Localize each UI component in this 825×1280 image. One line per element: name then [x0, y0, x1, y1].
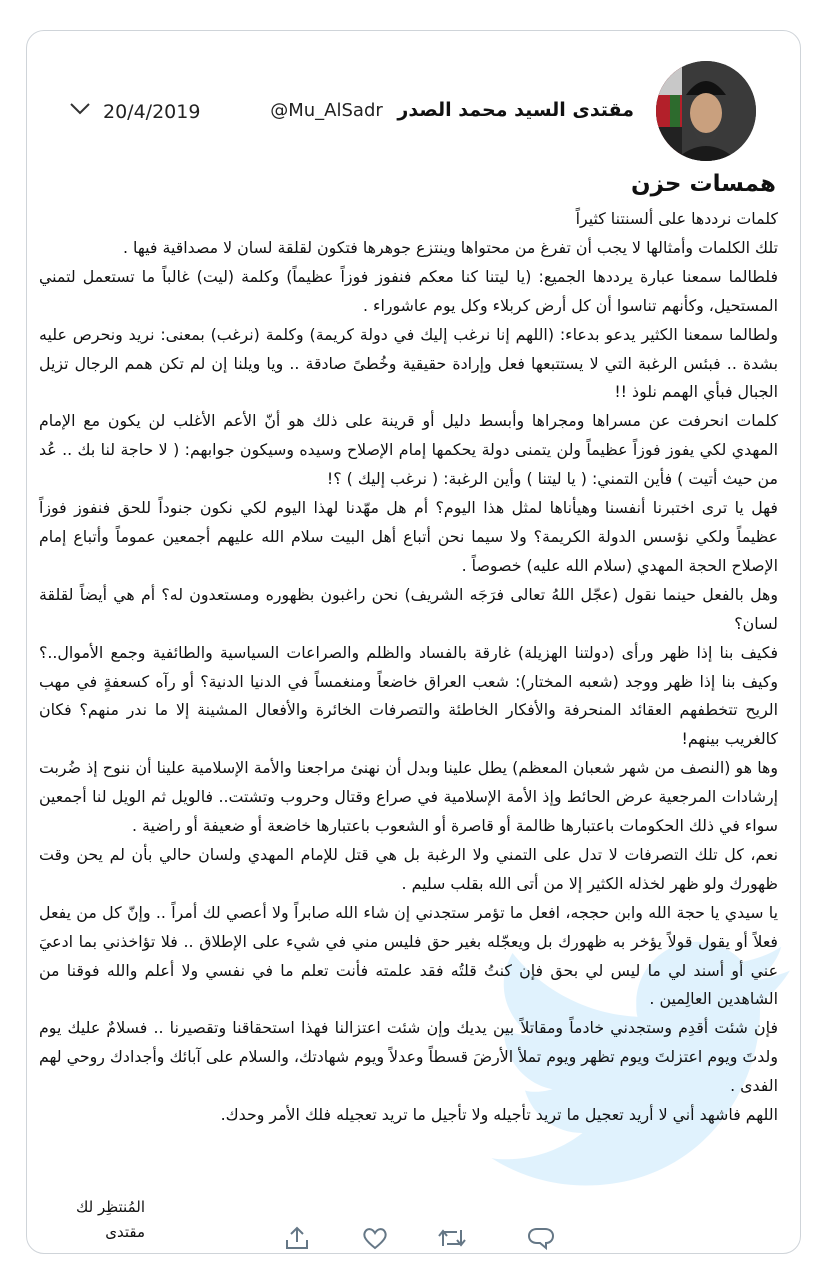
post-title: همسات حزن — [630, 171, 776, 197]
chevron-down-icon[interactable] — [69, 101, 91, 117]
post-paragraph: فإن شئت أقدِم وستجدني خادماً ومقاتلاً بين يديك وإن شئت اعتزالنا فهذا استحقاقنا وتقصيرنا .. فسلامٌ عليك يوم ولدتَ ويوم اعتزلتَ ويوم تظهر ويوم تملأ الأرضَ قسطاً وعدلاً ويوم شهادتك، والسلام على آبائك وأجدادك روحي لهم الفدى . — [39, 1018, 778, 1096]
post-paragraph: وهل بالفعل حينما نقول (عجّل اللهُ تعالى فرَجَه الشريف) نحن راغبون بظهوره ومستعدون له؟ أم هي أيضاً لقلقة لسان؟ — [39, 584, 778, 633]
heart-icon[interactable] — [361, 1224, 389, 1252]
post-paragraph: اللهم فاشهد أني لا أريد تعجيل ما تريد تأجيله ولا تأجيل ما تريد تعجيله فلك الأمر وحدك. — [220, 1105, 778, 1125]
post-paragraph: تلك الكلمات وأمثالها لا يجب أن تفرغ من محتواها وينتزع جوهرها فتكون لقلقة لسان لا مصداقية فيها . — [123, 237, 778, 257]
action-bar — [283, 1224, 553, 1254]
avatar[interactable] — [656, 61, 756, 161]
tweet-card — [26, 30, 801, 1254]
post-paragraph: فلطالما سمعنا عبارة يرددها الجميع: (يا ليتنا كنا معكم فنفوز فوزاً عظيماً) وكلمة (ليت) غالباً ما تستعمل لتمني المستحيل، وكأنهم تناسوا أن كل أرض كربلاء وكل يوم عاشوراء . — [39, 266, 778, 315]
signature — [55, 1195, 145, 1245]
post-paragraph: كلمات نرددها على ألسنتنا كثيراً — [575, 209, 778, 228]
post-body — [39, 205, 778, 1130]
reply-icon[interactable] — [527, 1224, 555, 1252]
retweet-icon[interactable] — [435, 1224, 469, 1252]
post-paragraph: وها هو (النصف من شهر شعبان المعظم) يطل علينا وبدل أن نهنئ مراجعنا والأمة الإسلامية علينا أن ننوح إذ ضُربت إرشادات المرجعية عرض الحائط وإذ الأمة الإسلامية في صراع وقتال وحروب وتشتت.. فالويل ثم الويل لنا أجمعين سواء في ذلك الحكومات باعتبارها ظالمة أو قاصرة أو الشعوب باعتبارها خاضعة أو ضعيفة أو راضية . — [39, 758, 778, 836]
post-paragraph: فكيف بنا إذا ظهر ورأى (دولتنا الهزيلة) غارقة بالفساد والظلم والصراعات السياسية والطائفية وجمع الأموال..؟ وكيف بنا إذا ظهر ووجد (شعبه المختار): شعب العراق خاضعاً ومنغمساً في الدنيا الدنية؟ أو رآه كسعفةٍ في مهب الريح تتخطفهم العقائد المنحرفة والأفكار الخاطئة والتصرفات الخائرة والأفعال المشينة إلا ما ندر منهم؟ فكان كالغريب بينهم! — [39, 642, 778, 749]
author-handle[interactable]: @Mu_AlSadr — [270, 100, 383, 121]
avatar-portrait — [656, 61, 756, 161]
post-paragraph: ولطالما سمعنا الكثير يدعو بدعاء: (اللهم إنا نرغب إليك في دولة كريمة) وكلمة (نرغب) بمعنى: نريد ونحرص عليه بشدة .. فبئس الرغبة التي لا يستتبعها فعل وإرادة حقيقية وخُطىً صادقة .. ويا ويلنا إن لم تكن همم الرجال تزيل الجبال فبأي الهمم نلوذ !! — [39, 324, 778, 402]
tweet-date: 20/4/2019 — [103, 101, 201, 123]
post-paragraph: كلمات انحرفت عن مسراها ومجراها وأبسط دليل أو قرينة على ذلك هو أنّ الأعم الأغلب لن يكون مع الإمام المهدي لكي يفوز فوزاً عظيماً ولن يتمنى دولة يحكمها إمام الإصلاح وسيده وسيكون جوابهم: ( لا حاجة لنا بك .. عُد من حيث أتيت ) فأين التمني: ( يا ليتنا ) وأين الرغبة: ( نرغب إليك ) ؟! — [39, 411, 778, 489]
share-icon[interactable] — [283, 1224, 311, 1252]
post-paragraph: نعم، كل تلك التصرفات لا تدل على التمني ولا الرغبة بل هي قتل للإمام المهدي ولسان حالي بأن لم يحن وقت ظهورك ولو ظهر لخذله الكثير إلا من أتى الله بقلب سليم . — [39, 844, 778, 893]
author-name[interactable]: مقتدى السيد محمد الصدر — [397, 99, 634, 121]
post-paragraph: فهل يا ترى اختبرنا أنفسنا وهيأناها لمثل هذا اليوم؟ أم هل مهّدنا لهذا اليوم لكي نكون جنوداً للحق فنفوز فوزاً عظيماً ولكي نؤسس الدولة الكريمة؟ ولا سيما نحن أتباع أهل البيت سلام الله عليهم أجمعين عموماً وأتباع إمام الإصلاح الحجة المهدي (سلام الله عليه) خصوصاً . — [39, 498, 778, 575]
author-line — [270, 99, 634, 121]
signature-line: مقتدى — [105, 1223, 145, 1241]
post-paragraph: يا سيدي يا حجة الله وابن حججه، افعل ما تؤمر ستجدني إن شاء الله صابراً ولا أعصي لك أمراً .. وإنّ كل من يفعل فعلاً أو يقول قولاً يؤخر به ظهورك بل ويعجّله بغير حق فليس مني في شيء على الإطلاق .. فلا تؤاخذني بما ادعيَ عني أو أسند لي ما ليس لي بحق فإن كنتُ قلتُه فقد علمته فأنت تعلم ما في نفسي ولا أعلم والله فوقنا من الشاهدين العالِمين . — [39, 902, 778, 1009]
signature-line: المُنتظِر لك — [75, 1198, 145, 1216]
